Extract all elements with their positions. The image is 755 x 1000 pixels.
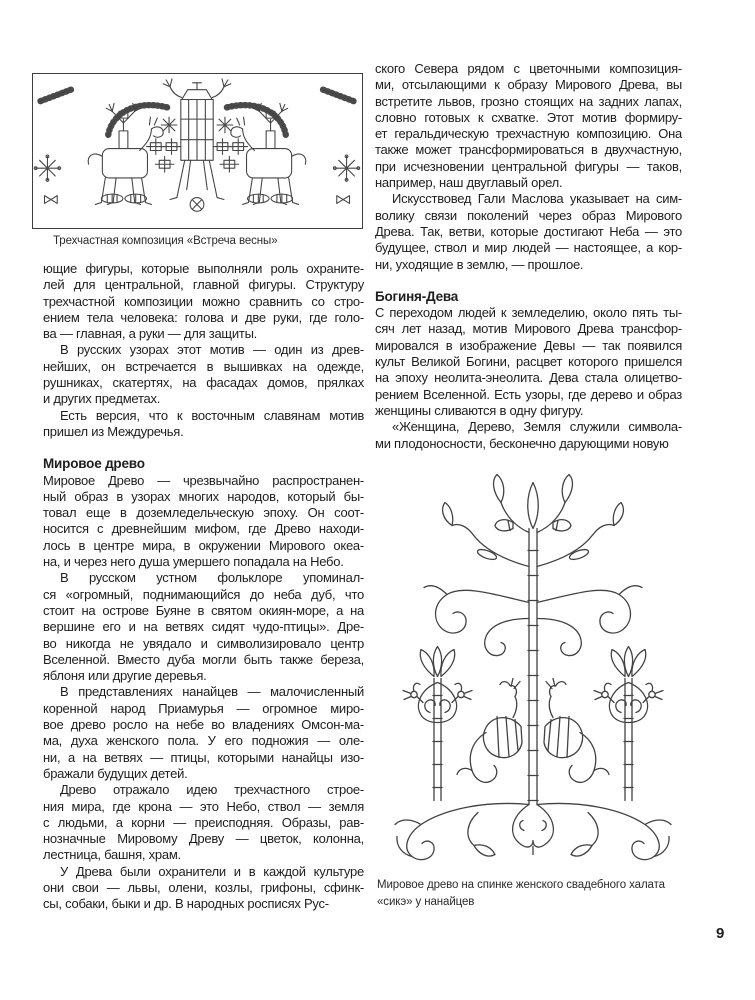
central-figure-motif: [163, 79, 231, 211]
text-line: рушниках, скатертях, на фасадах домов, прялках: [43, 375, 364, 391]
text-line: ва — главная, а руки — для защиты.: [43, 326, 258, 342]
paragraph: [43, 684, 364, 782]
world-tree-drawing: [383, 468, 683, 868]
text-line: и других предметах.: [43, 391, 161, 407]
text-line: на, и через него душа умершего попадала на Небо.: [43, 554, 344, 570]
text-line: ни, а на ветвях — птицы, которыми нанайцы изо-: [43, 749, 364, 765]
paragraph: [43, 342, 364, 407]
section-heading: Богиня-Дева: [375, 288, 459, 304]
figure-bottom: [383, 468, 683, 868]
text-line: женщины сливаются в одну фигуру.: [375, 402, 584, 418]
text-line: коренной народ Приамурья — огромное миро-: [43, 700, 364, 716]
paragraph: [375, 61, 682, 191]
text-line: яблоня или другие деревья.: [43, 668, 207, 684]
text-line: культ Великой Богини, расцвет которого пришелся: [375, 354, 682, 370]
paragraph: [43, 570, 364, 684]
page-number: 9: [716, 925, 725, 942]
text-line: Вселенной. Вместо дуба могли быть также береза,: [43, 651, 364, 667]
section-heading: Мировое древо: [43, 456, 145, 472]
text-line: У Древа были охранители и в каждой культуре: [60, 863, 364, 879]
text-line: ющие фигуры, которые выполняли роль охраните-: [43, 261, 364, 276]
text-line: Древа. Так, ветви, которые достигают Неба — это: [375, 223, 682, 239]
text-line: нейших, он встречается в вышивках на одежде,: [43, 358, 364, 374]
text-line: товал еще в доземледельческую эпоху. Он соот-: [43, 505, 364, 521]
text-line: трехчастной композиции можно сравнить со стро-: [43, 293, 364, 309]
text-line: носится с древнейшим мифом, где Древо находи-: [43, 521, 364, 537]
text-line: рением Вселенной. Есть узоры, где дерево и образ: [375, 386, 682, 402]
text-line: Древо отражало идею трехчастного строе-: [60, 782, 364, 798]
paragraph: [43, 261, 364, 342]
text-line: например, наш двуглавый орел.: [375, 175, 563, 191]
text-line: ет геральдическую трехчастную композицию. Она: [375, 126, 682, 142]
left-text-column: [43, 261, 364, 913]
figure-bottom-caption-line1: Мировое древо на спинке женского свадебного халата: [377, 879, 665, 891]
text-line: сы, собаки, быки и др. В народных росписях Рус-: [43, 896, 329, 912]
text-line: ением тела человека: голова и две руки, где голо-: [43, 309, 364, 325]
figure-top-caption: Трехчастная композиция «Встреча весны»: [53, 235, 278, 247]
paragraph: [43, 473, 364, 571]
figure-top-frame: [32, 73, 363, 229]
text-line: ма, духа женского пола. У его подножия — оле-: [43, 733, 364, 749]
text-line: также может трансформироваться в двухчастную,: [375, 142, 682, 158]
text-line: на эпоху неолита-энеолита. Дева стала олицетво-: [375, 370, 682, 386]
text-line: волику связи поколений через образ Мирового: [375, 207, 682, 223]
text-line: С переходом людей к земледелию, около пять ты-: [375, 305, 682, 321]
embroidery-composition-drawing: [33, 74, 361, 227]
figure-bottom-caption-line2: «сикэ» у нанайцев: [377, 896, 475, 908]
text-line: лей для центральной, главной фигуры. Структуру: [43, 277, 364, 293]
text-line: пришел из Междуречья.: [43, 423, 184, 439]
right-text-column: [375, 61, 682, 452]
text-line: сяч лет назад, мотив Мирового Древа трансфор-: [375, 321, 682, 337]
tree-trunk: [513, 483, 554, 855]
text-line: В русских узорах этот мотив — один из древ-: [60, 342, 364, 358]
rooster-motif: [544, 679, 609, 783]
paragraph: [375, 191, 682, 272]
figure-bottom-caption: [377, 877, 677, 911]
text-line: будущее, ствол и мир людей — настоящее, а кор-: [375, 240, 682, 256]
text-line: ся «огромный, поднимающийся до неба дуб, что: [43, 586, 364, 602]
text-line: В русском устном фольклоре упоминал-: [60, 570, 364, 586]
text-line: ный образ в узорах многих народов, который бы-: [43, 488, 364, 504]
text-line: ни, уходящие в землю, — прошлое.: [375, 256, 584, 272]
text-line: встретите львов, грозно стоящих на задних лапах,: [375, 93, 682, 109]
paragraph: [43, 864, 364, 913]
text-line: лестница, башня, храм.: [43, 847, 181, 863]
text-line: мировался в изображение Девы — так появился: [375, 337, 682, 353]
text-line: они свои — львы, олени, козлы, грифоны, сфинк-: [43, 879, 364, 895]
text-line: лось в центре мира, в окружении Мирового океа-: [43, 537, 364, 553]
text-line: при исчезновении центральной фигуры — таков,: [375, 158, 682, 174]
text-line: с людьми, а корни — преисподняя. Образы, рав-: [43, 814, 364, 830]
text-line: стоит на острове Буяне в святом окиян-море, а на: [43, 602, 364, 618]
text-line: ния мира, где крона — это Небо, ствол — земля: [43, 798, 364, 814]
text-line: В представлениях нанайцев — малочисленный: [60, 684, 364, 700]
text-line: вершине его и на ветвях сидят чудо-птицы». Дре-: [43, 619, 364, 635]
paragraph: [43, 782, 364, 863]
text-line: во никогда не увядало и символизировало центр: [43, 635, 364, 651]
paragraph: [43, 408, 364, 441]
text-line: ского Севера рядом с цветочными композиция-: [375, 61, 682, 76]
paragraph: [375, 305, 682, 419]
paragraph: [375, 419, 682, 452]
text-line: Искусствовед Гали Маслова указывает на сим-: [392, 191, 682, 207]
text-line: вое древо росло на небе во владениях Омсон-ма-: [43, 717, 364, 733]
text-line: «Женщина, Дерево, Земля служили символа-: [392, 419, 682, 435]
text-line: ми, отсылающими к образу Мирового Древа, вы: [375, 77, 682, 93]
text-line: Мировое Древо — чрезвычайно распространен-: [43, 472, 364, 488]
text-line: Есть версия, что к восточным славянам мотив: [60, 407, 364, 423]
text-line: бражали будущих детей.: [43, 765, 188, 781]
text-line: нозначные Мировому Древу — цветок, колонна,: [43, 831, 364, 847]
text-line: ми плодоносности, бесконечно дарующими новую: [375, 435, 669, 451]
text-line: словно готовых к схватке. Этот мотив формиру-: [375, 109, 682, 125]
